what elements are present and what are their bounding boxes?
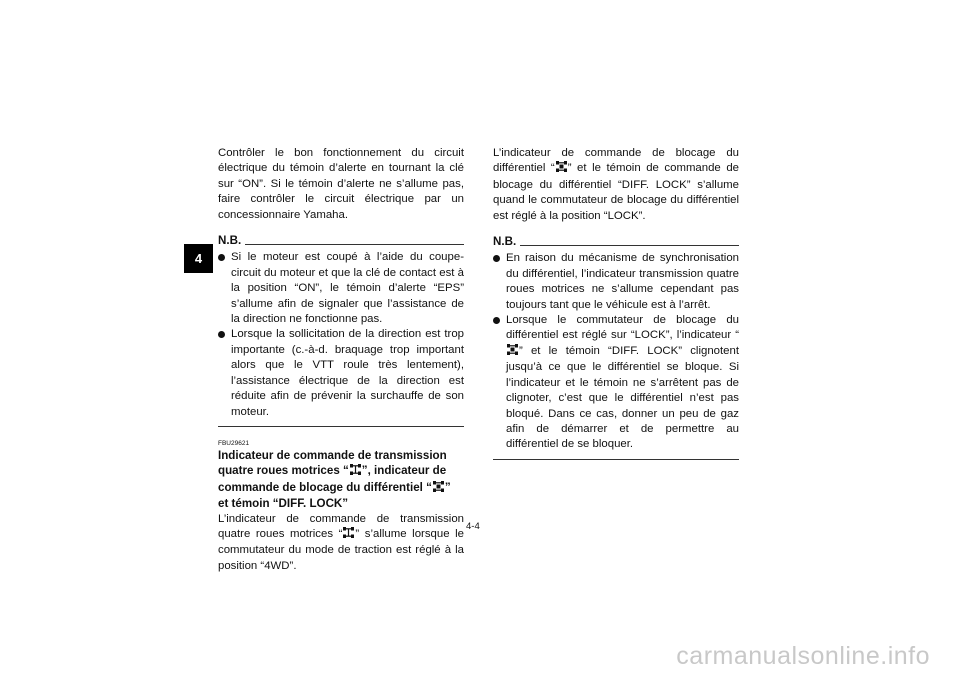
diff-lock-icon: [433, 481, 444, 496]
text-part: ” et le témoin “DIFF. LOCK” clignotent jusqu’à ce que le différentiel se bloque. Si l’indicateur et le témoin ne s’arrêtent pas de clignoter, c’est que le différentiel n’est pas bloqué. Dans ce cas, donner un peu de gaz afin de démarrer et de permettre au différentiel de se bloquer.: [506, 344, 739, 451]
nb-label: N.B.: [493, 235, 517, 249]
chapter-number: 4: [194, 251, 203, 266]
heading-part: ” et témoin “DIFF. LOCK”: [218, 480, 451, 511]
text-part: Lorsque le commutateur de blocage du différentiel est réglé sur “LOCK”, l’indicateur “: [506, 314, 739, 342]
nb-header: [493, 234, 739, 249]
section-heading: [218, 448, 464, 512]
nb-list: [218, 250, 464, 419]
heading-part: Indicateur de commande de transmission quatre roues motrices “: [218, 448, 447, 478]
nb-label: N.B.: [218, 234, 242, 248]
four-wd-icon: [343, 527, 354, 543]
nb-item: [493, 313, 739, 453]
watermark: carmanualsonline.info: [676, 642, 930, 670]
text-part: L’indicateur de commande de blocage du différentiel “: [493, 147, 739, 175]
diff-lock-paragraph: [493, 146, 739, 224]
nb-header: [218, 233, 464, 248]
diff-lock-icon: [556, 161, 567, 177]
nb-end-rule: [493, 459, 739, 460]
nb-rule: [245, 244, 464, 245]
chapter-tab: [184, 244, 213, 273]
heading-part: ”, indicateur de commande de blocage du différentiel “: [218, 464, 447, 494]
four-wd-icon: [350, 464, 361, 479]
nb-item: Lorsque la sollicitation de la direction est trop importante (c.-à-d. braquage trop important alors que le VTT roule très lentement), l’assistance électrique de la direction est réduite afin de prévenir la surchauffe de son moteur.: [218, 327, 464, 419]
right-column: [493, 146, 739, 460]
eps-check-paragraph: Contrôler le bon fonctionnement du circuit électrique du témoin d’alerte en tournant la clé sur “ON”. Si le témoin d’alerte ne s’allume pas, faire contrôler le circuit électrique par un concessionnaire Yamaha.: [218, 147, 464, 221]
page-number: 4-4: [466, 521, 480, 532]
text-part: L’indicateur de commande de transmission quatre roues motrices “: [218, 512, 464, 540]
text-part: ” et le témoin de commande de blocage du différentiel “DIFF. LOCK” s’allume quand le commutateur de blocage du différentiel est réglé à la position “LOCK”.: [493, 162, 739, 222]
nb-end-rule: [218, 426, 464, 427]
left-column: [218, 146, 464, 574]
nb-rule: [520, 245, 739, 246]
nb-list: [493, 251, 739, 452]
nb-item: En raison du mécanisme de synchronisation du différentiel, l’indicateur transmission quatre roues motrices ne s’allume cependant pas toujours tant que le véhicule est à l’arrêt.: [493, 251, 739, 313]
section-code: FBU29621: [218, 439, 250, 447]
text-part: ” s’allume lorsque le commutateur du mode de traction est réglé à la position “4WD”.: [218, 527, 464, 572]
nb-item: Si le moteur est coupé à l’aide du coupe-circuit du moteur et que la clé de contact est à la position “ON”, le témoin d’alerte “EPS” s’allume afin de signaler que l’assistance de la direction ne fonctionne pas.: [218, 250, 464, 327]
four-wd-paragraph: [218, 512, 464, 575]
diff-lock-icon: [507, 344, 518, 360]
